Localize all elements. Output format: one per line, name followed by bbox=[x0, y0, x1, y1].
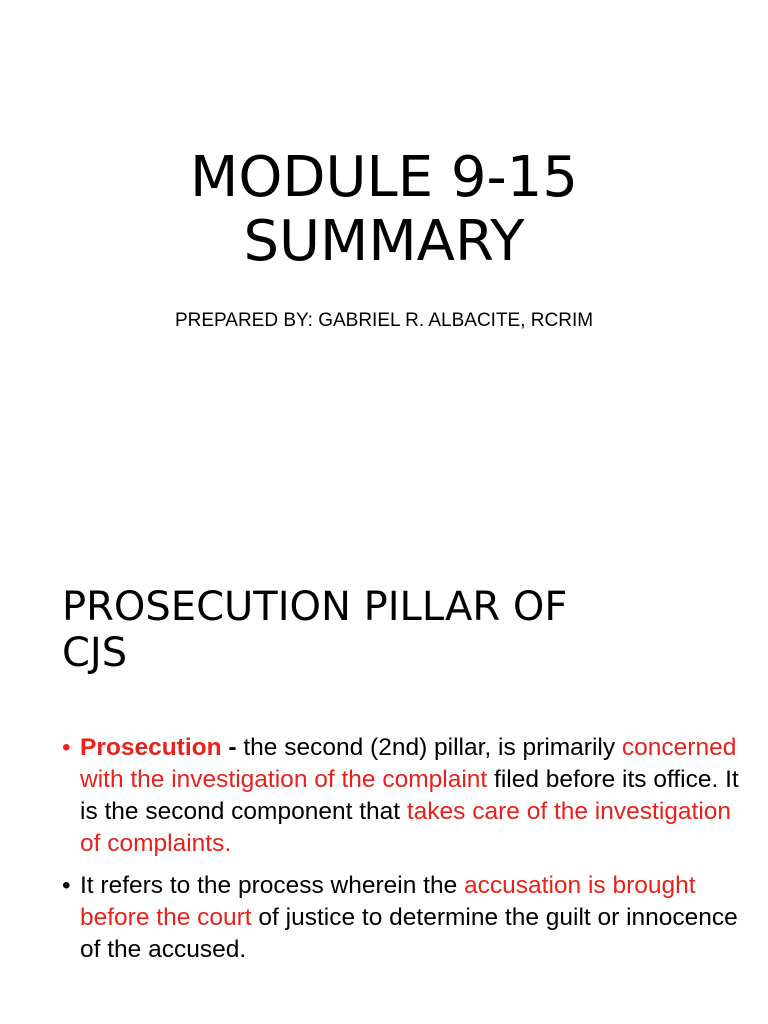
bullet1-text-b: filed before its office. It is the second component that bbox=[80, 766, 739, 825]
content-slide bbox=[0, 512, 768, 1024]
module-title bbox=[0, 146, 768, 274]
bullet-item-prosecution bbox=[62, 732, 742, 860]
section-title bbox=[62, 584, 742, 676]
prosecution-term: Prosecution bbox=[80, 734, 222, 761]
bullet1-highlight-a: concerned with the investigation of the complaint bbox=[80, 734, 737, 793]
bullet1-highlight-b: takes care of the investigation of complaints. bbox=[80, 798, 732, 857]
bullet2-text-a: It refers to the process wherein the bbox=[80, 872, 465, 899]
section-title-line1: PROSECUTION PILLAR OF bbox=[62, 584, 568, 630]
bullet-dot-icon: • bbox=[62, 734, 71, 761]
bullet-item-process bbox=[62, 870, 742, 966]
section-title-line2: CJS bbox=[62, 630, 128, 676]
module-title-line1: MODULE 9-15 bbox=[190, 145, 578, 210]
module-title-line2: SUMMARY bbox=[243, 209, 525, 274]
bullet1-text-a: the second (2nd) pillar, is primarily bbox=[236, 734, 622, 761]
prepared-by-subtitle: PREPARED BY: GABRIEL R. ALBACITE, RCRIM bbox=[174, 310, 594, 331]
bullet2-text-b: of justice to determine the guilt or innocence of the accused. bbox=[80, 904, 738, 963]
bullet2-highlight: accusation is brought before the court bbox=[80, 872, 696, 931]
bullet-dot-icon: • bbox=[62, 872, 71, 899]
bullet-list bbox=[62, 732, 742, 976]
term-dash: - bbox=[221, 734, 237, 761]
